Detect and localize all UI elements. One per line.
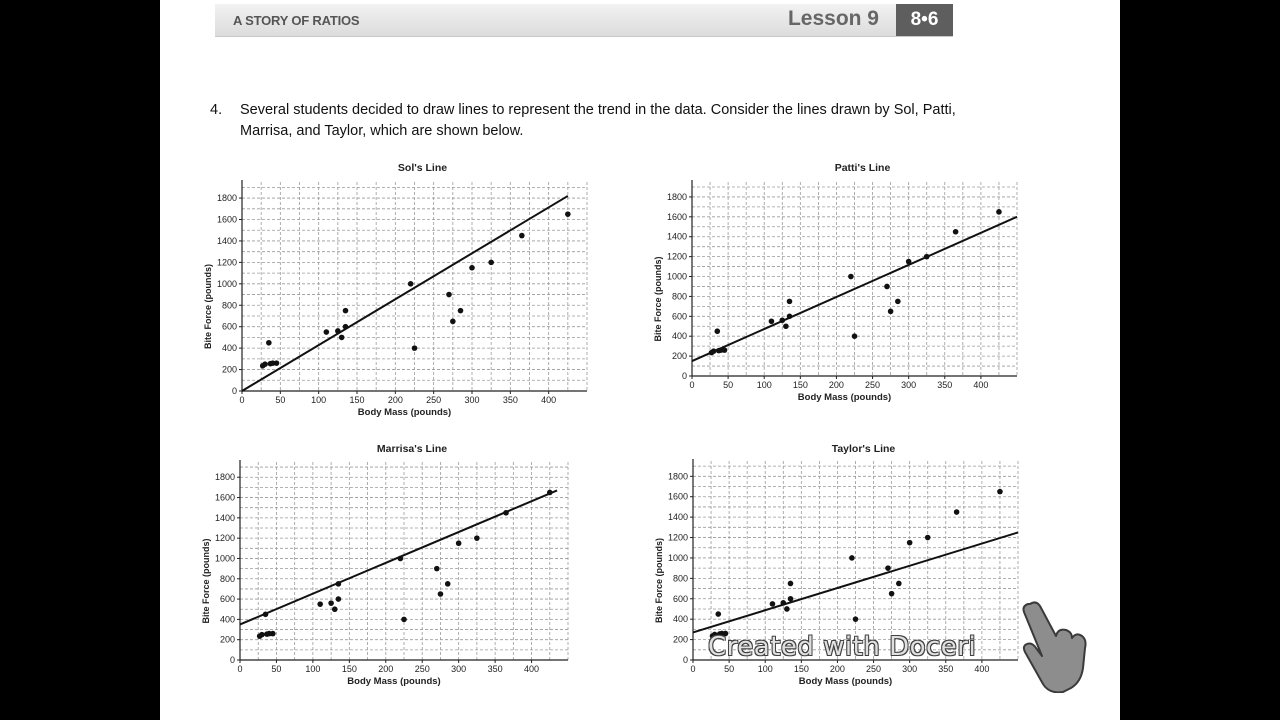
x-tick-label: 300 — [451, 664, 467, 674]
y-tick-label: 1200 — [667, 532, 688, 543]
data-point — [408, 281, 414, 287]
data-point — [996, 209, 1002, 215]
y-tick-label: 1800 — [216, 193, 237, 204]
problem-text: Several students decided to draw lines to represent the trend in the data. Consider the lines drawn by Sol, Patti, Marrisa, and Taylor, which are shown below. — [240, 102, 956, 139]
data-point — [849, 555, 855, 561]
chart-title: Sol's Line — [397, 162, 448, 174]
y-tick-label: 200 — [672, 634, 688, 645]
y-tick-label: 1400 — [216, 235, 237, 246]
y-tick-label: 800 — [219, 573, 235, 584]
y-tick-label: 600 — [219, 594, 235, 605]
chart-title: Taylor's Line — [831, 443, 896, 455]
data-point — [953, 229, 959, 235]
data-point — [412, 345, 418, 351]
x-tick-label: 50 — [275, 395, 286, 405]
data-point — [889, 591, 895, 597]
problem-number: 4. — [210, 102, 223, 118]
x-tick-label: 250 — [426, 395, 442, 405]
data-point — [488, 260, 494, 266]
x-tick-label: 350 — [502, 395, 518, 405]
data-point — [896, 581, 902, 587]
sols-line-chart — [195, 155, 600, 420]
data-point — [332, 606, 338, 612]
data-point — [270, 631, 276, 637]
data-point — [848, 274, 854, 280]
data-point — [788, 581, 794, 587]
x-tick-label: 200 — [829, 664, 845, 674]
doceri-watermark — [708, 632, 976, 662]
x-tick-label: 200 — [828, 380, 844, 390]
data-point — [446, 292, 452, 298]
data-point — [783, 323, 789, 329]
data-point — [259, 632, 265, 638]
x-tick-label: 200 — [378, 664, 394, 674]
x-tick-label: 100 — [757, 664, 773, 674]
y-tick-label: 1600 — [667, 491, 688, 502]
pattis-line-chart — [648, 155, 1028, 405]
y-tick-label: 400 — [671, 331, 687, 342]
x-axis-label: Body Mass (pounds) — [357, 407, 452, 418]
data-point — [266, 340, 272, 346]
y-tick-label: 1600 — [216, 214, 237, 225]
data-point — [274, 360, 280, 366]
y-tick-label: 600 — [671, 311, 687, 322]
x-tick-label: 400 — [974, 664, 990, 674]
y-tick-label: 1000 — [667, 552, 688, 563]
data-point — [888, 309, 894, 315]
x-tick-label: 350 — [937, 380, 953, 390]
x-axis-label: Body Mass (pounds) — [798, 676, 893, 687]
y-tick-label: 1800 — [667, 471, 688, 482]
y-tick-label: 1200 — [216, 257, 237, 268]
data-point — [262, 361, 268, 367]
lesson-header — [215, 4, 953, 37]
x-tick-label: 100 — [311, 395, 327, 405]
data-point — [458, 308, 464, 314]
chart-title: Patti's Line — [834, 162, 891, 174]
x-tick-label: 150 — [341, 664, 357, 674]
x-tick-label: 0 — [689, 380, 695, 390]
y-tick-label: 600 — [672, 593, 688, 604]
data-point — [445, 581, 451, 587]
data-point — [907, 540, 913, 546]
data-point — [328, 600, 334, 606]
x-tick-label: 150 — [793, 664, 809, 674]
y-tick-label: 1800 — [214, 472, 235, 483]
y-tick-label: 0 — [682, 655, 688, 665]
x-axis-label: Body Mass (pounds) — [797, 392, 892, 403]
data-point — [784, 606, 790, 612]
watermark-text: Created with Doceri — [708, 632, 977, 662]
data-point — [884, 284, 890, 290]
y-tick-label: 1400 — [666, 231, 687, 242]
data-point — [770, 601, 776, 607]
x-axis-label: Body Mass (pounds) — [347, 676, 441, 687]
data-point — [885, 565, 891, 571]
x-tick-label: 150 — [792, 380, 808, 390]
data-point — [474, 535, 480, 541]
trend-line — [242, 196, 568, 391]
data-point — [339, 335, 345, 341]
data-point — [895, 299, 901, 305]
y-tick-label: 1200 — [666, 251, 687, 262]
data-point — [401, 617, 407, 623]
data-point — [787, 299, 793, 305]
x-tick-label: 250 — [414, 664, 430, 674]
data-point — [438, 591, 444, 597]
y-tick-label: 800 — [672, 573, 688, 584]
y-tick-label: 1600 — [214, 492, 235, 503]
x-tick-label: 0 — [690, 664, 696, 674]
data-point — [519, 233, 525, 239]
trend-line — [240, 490, 557, 624]
y-tick-label: 200 — [221, 364, 237, 375]
y-axis-label: Bite Force (pounds) — [203, 264, 213, 349]
data-point — [469, 265, 475, 271]
lesson-title: Lesson 9 — [787, 7, 879, 30]
data-point — [788, 596, 794, 602]
y-tick-label: 1000 — [214, 553, 235, 564]
y-tick-label: 800 — [671, 291, 687, 302]
y-tick-label: 200 — [219, 634, 235, 645]
data-point — [997, 489, 1003, 495]
y-tick-label: 200 — [671, 351, 687, 362]
x-tick-label: 100 — [305, 664, 321, 674]
y-tick-label: 0 — [229, 655, 235, 665]
data-point — [336, 596, 342, 602]
y-tick-label: 0 — [231, 386, 237, 396]
x-tick-label: 400 — [541, 395, 557, 405]
data-point — [565, 211, 571, 217]
y-tick-label: 1800 — [666, 191, 687, 202]
data-point — [853, 616, 859, 622]
x-tick-label: 100 — [756, 380, 772, 390]
y-axis-label: Bite Force (pounds) — [653, 256, 663, 342]
y-tick-label: 1600 — [666, 211, 687, 222]
x-tick-label: 250 — [866, 664, 882, 674]
pointing-hand-icon — [1020, 598, 1090, 693]
x-tick-label: 150 — [349, 395, 365, 405]
x-tick-label: 50 — [724, 664, 735, 674]
y-tick-label: 600 — [221, 321, 237, 332]
x-tick-label: 250 — [865, 380, 881, 390]
data-point — [954, 509, 960, 515]
x-tick-label: 400 — [973, 380, 989, 390]
data-point — [714, 328, 720, 334]
data-point — [456, 540, 462, 546]
data-point — [434, 566, 440, 572]
chart-title: Marrisa's Line — [376, 443, 448, 455]
y-tick-label: 400 — [219, 614, 235, 625]
y-tick-label: 1400 — [214, 512, 235, 523]
marrisas-line-chart — [195, 436, 580, 691]
x-tick-label: 50 — [723, 380, 734, 390]
x-tick-label: 200 — [387, 395, 403, 405]
x-tick-label: 0 — [239, 395, 245, 405]
data-point — [769, 318, 775, 324]
x-tick-label: 350 — [938, 664, 954, 674]
y-tick-label: 400 — [221, 343, 237, 354]
x-tick-label: 0 — [237, 664, 243, 674]
y-tick-label: 1000 — [216, 278, 237, 289]
y-tick-label: 1000 — [666, 271, 687, 282]
x-tick-label: 300 — [901, 380, 917, 390]
x-tick-label: 50 — [271, 664, 282, 674]
data-point — [450, 319, 456, 325]
x-tick-label: 300 — [902, 664, 918, 674]
data-point — [317, 601, 323, 607]
y-tick-label: 0 — [681, 371, 687, 381]
y-tick-label: 400 — [672, 614, 688, 625]
data-point — [715, 611, 721, 617]
x-tick-label: 400 — [524, 664, 540, 674]
data-point — [343, 308, 349, 314]
module-title: A STORY OF RATIOS — [233, 13, 360, 28]
data-point — [925, 535, 931, 541]
y-axis-label: Bite Force (pounds) — [201, 538, 211, 624]
data-point — [852, 333, 858, 339]
lesson-badge: 8•6 — [896, 4, 953, 36]
data-point — [324, 329, 330, 335]
y-tick-label: 1400 — [667, 512, 688, 523]
x-tick-label: 300 — [464, 395, 480, 405]
y-axis-label: Bite Force (pounds) — [654, 538, 664, 623]
x-tick-label: 350 — [487, 664, 503, 674]
y-tick-label: 800 — [221, 300, 237, 311]
y-tick-label: 1200 — [214, 533, 235, 544]
